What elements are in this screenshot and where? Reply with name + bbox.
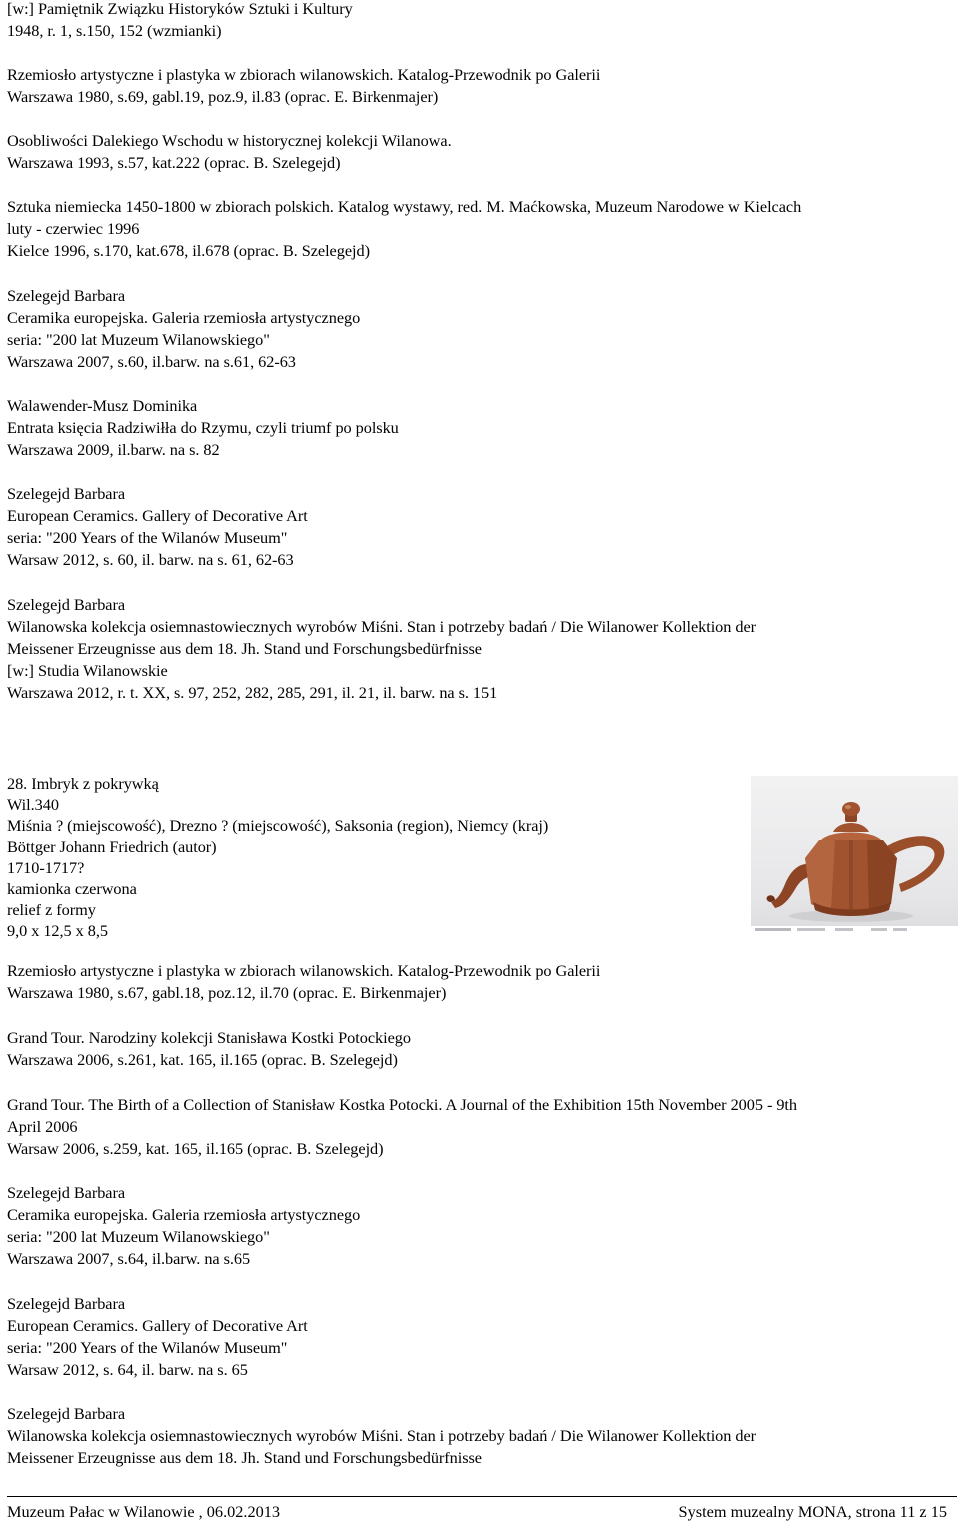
text-line: luty - czerwiec 1996 [7,219,140,238]
author-line: Walawender-Musz Dominika [7,396,198,415]
text-line: Kielce 1996, s.170, kat.678, il.678 (oprac. B. Szelegejd) [7,241,370,260]
place-of-origin: Miśnia ? (miejscowość), Drezno ? (miejscowość), Saksonia (region), Niemcy (kraj) [7,816,549,835]
teapot-photo [751,776,958,934]
text-line: Sztuka niemiecka 1450-1800 w zbiorach polskich. Katalog wystawy, red. M. Maćkowska, Muzeum Narodowe w Kielcach [7,197,802,216]
text-line: Ceramika europejska. Galeria rzemiosła artystycznego [7,1205,361,1224]
text-line: April 2006 [7,1117,78,1136]
text-line: Warszawa 1980, s.69, gabl.19, poz.9, il.83 (oprac. E. Birkenmajer) [7,87,439,106]
text-line: 1948, r. 1, s.150, 152 (wzmianki) [7,21,222,40]
footer-page-number: System muzealny MONA, strona 11 z 15 [678,1502,947,1521]
author-line: Szelegejd Barbara [7,1294,126,1313]
dimensions: 9,0 x 12,5 x 8,5 [7,921,108,940]
text-line: Entrata księcia Radziwiłła do Rzymu, czyli triumf po polsku [7,418,399,437]
footer-institution-date: Muzeum Pałac w Wilanowie , 06.02.2013 [7,1502,281,1521]
text-line: Warszawa 2006, s.261, kat. 165, il.165 (oprac. B. Szelegejd) [7,1050,398,1069]
inventory-number: Wil.340 [7,795,59,814]
text-line: seria: "200 lat Muzeum Wilanowskiego" [7,330,270,349]
text-line: seria: "200 lat Muzeum Wilanowskiego" [7,1227,270,1246]
text-line: Warszawa 2007, s.60, il.barw. na s.61, 62-63 [7,352,296,371]
text-line: Warszawa 2012, r. t. XX, s. 97, 252, 282, 285, 291, il. 21, il. barw. na s. 151 [7,683,498,702]
author-line: Szelegejd Barbara [7,1404,126,1423]
text-line: Warsaw 2006, s.259, kat. 165, il.165 (oprac. B. Szelegejd) [7,1139,384,1158]
text-line: Grand Tour. The Birth of a Collection of Stanisław Kostka Potocki. A Journal of the Exhibition 15th November 2005 - 9th [7,1095,797,1114]
material: kamionka czerwona [7,879,137,898]
text-line: Warsaw 2012, s. 60, il. barw. na s. 61, 62-63 [7,550,294,569]
text-line: European Ceramics. Gallery of Decorative Art [7,1316,308,1335]
text-line: Meissener Erzeugnisse aus dem 18. Jh. Stand und Forschungsbedürfnisse [7,1448,482,1467]
text-line: Wilanowska kolekcja osiemnastowiecznych wyrobów Miśni. Stan i potrzeby badań / Die Wilanower Kollektion der [7,617,757,636]
text-line: seria: "200 Years of the Wilanów Museum" [7,1338,288,1357]
text-line: Ceramika europejska. Galeria rzemiosła artystycznego [7,308,361,327]
text-line: Warsaw 2012, s. 64, il. barw. na s. 65 [7,1360,248,1379]
author-line: Szelegejd Barbara [7,595,126,614]
author: Böttger Johann Friedrich (autor) [7,837,217,856]
author-line: Szelegejd Barbara [7,1183,126,1202]
text-line: Grand Tour. Narodziny kolekcji Stanisława Kostki Potockiego [7,1028,411,1047]
dating: 1710-1717? [7,858,85,877]
text-line: [w:] Pamiętnik Związku Historyków Sztuki i Kultury [7,0,353,18]
entry-title: 28. Imbryk z pokrywką [7,774,159,793]
text-line: seria: "200 Years of the Wilanów Museum" [7,528,288,547]
text-line: Warszawa 1980, s.67, gabl.18, poz.12, il.70 (oprac. E. Birkenmajer) [7,983,447,1002]
footer-divider [7,1496,957,1497]
text-line: Osobliwości Dalekiego Wschodu w historycznej kolekcji Wilanowa. [7,131,452,150]
text-line: Rzemiosło artystyczne i plastyka w zbiorach wilanowskich. Katalog-Przewodnik po Galerii [7,65,601,84]
text-line: Wilanowska kolekcja osiemnastowiecznych wyrobów Miśni. Stan i potrzeby badań / Die Wilanower Kollektion der [7,1426,757,1445]
text-line: Meissener Erzeugnisse aus dem 18. Jh. Stand und Forschungsbedürfnisse [7,639,482,658]
text-line: Rzemiosło artystyczne i plastyka w zbiorach wilanowskich. Katalog-Przewodnik po Galerii [7,961,601,980]
text-line: European Ceramics. Gallery of Decorative Art [7,506,308,525]
author-line: Szelegejd Barbara [7,286,126,305]
text-line: Warszawa 2007, s.64, il.barw. na s.65 [7,1249,251,1268]
author-line: Szelegejd Barbara [7,484,126,503]
text-line: [w:] Studia Wilanowskie [7,661,168,680]
text-line: Warszawa 2009, il.barw. na s. 82 [7,440,220,459]
technique: relief z formy [7,900,96,919]
text-line: Warszawa 1993, s.57, kat.222 (oprac. B. Szelegejd) [7,153,341,172]
